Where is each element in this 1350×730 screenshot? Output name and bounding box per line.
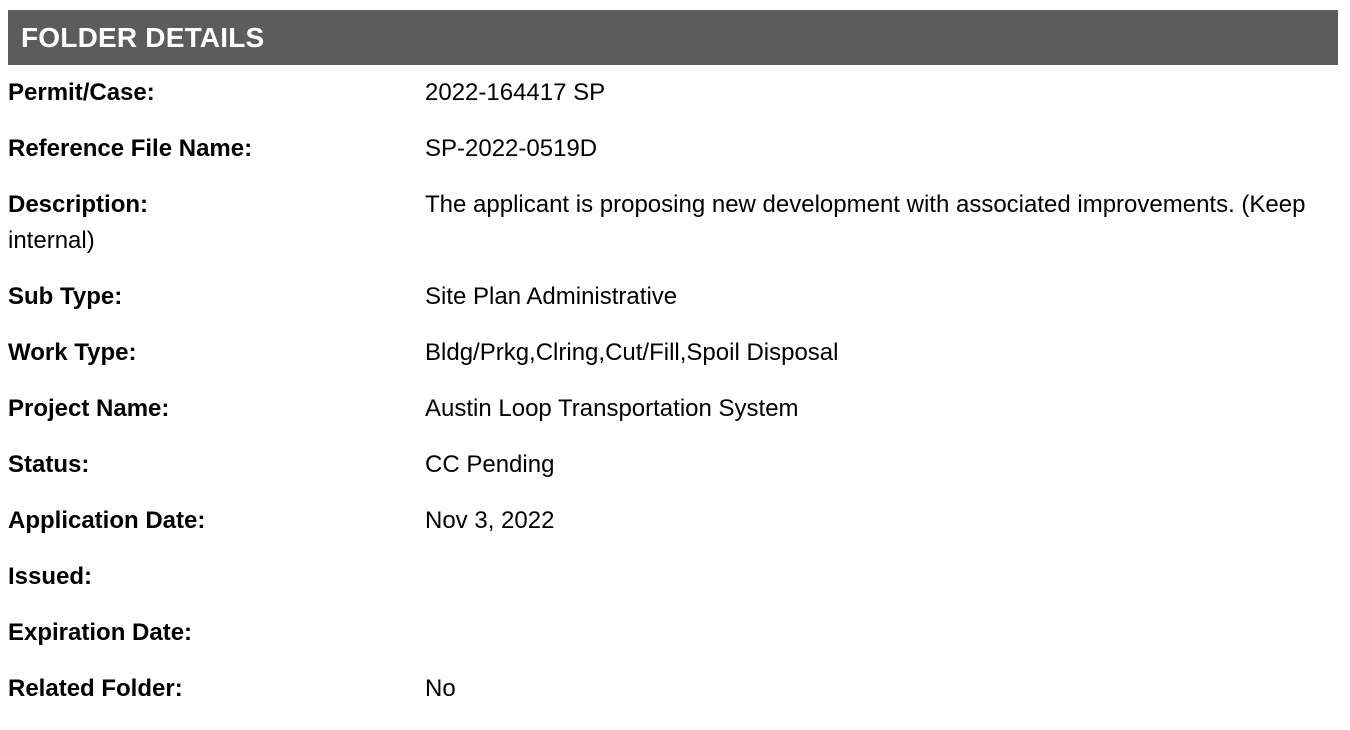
detail-row-description <box>8 187 1338 259</box>
detail-label: Reference File Name: <box>8 135 253 162</box>
detail-value: No <box>425 675 456 702</box>
detail-value: Austin Loop Transportation System <box>425 395 799 422</box>
section-title: FOLDER DETAILS <box>21 21 265 53</box>
detail-row-status <box>8 447 1338 483</box>
detail-label: Related Folder: <box>8 675 183 702</box>
detail-label: Sub Type: <box>8 283 123 310</box>
detail-value: SP-2022-0519D <box>425 135 598 162</box>
detail-row-expiration-date <box>8 615 1338 651</box>
detail-value: Nov 3, 2022 <box>425 507 555 534</box>
detail-value: Site Plan Administrative <box>425 283 678 310</box>
detail-row-project-name <box>8 391 1338 427</box>
detail-label: Project Name: <box>8 395 170 422</box>
detail-value: The applicant is proposing new development with associated improvements. (Keep internal) <box>8 191 1306 254</box>
detail-label: Status: <box>8 451 90 478</box>
detail-row-application-date <box>8 503 1338 539</box>
detail-label: Description: <box>8 191 149 218</box>
detail-row-related-folder <box>8 671 1338 707</box>
detail-value: 2022-164417 SP <box>425 79 606 106</box>
detail-row-permit-case <box>8 75 1338 111</box>
detail-label: Work Type: <box>8 339 137 366</box>
detail-row-work-type <box>8 335 1338 371</box>
folder-details-panel <box>8 10 1338 727</box>
detail-value: Bldg/Prkg,Clring,Cut/Fill,Spoil Disposal <box>425 339 839 366</box>
detail-label: Permit/Case: <box>8 79 155 106</box>
detail-label: Application Date: <box>8 507 206 534</box>
detail-row-issued <box>8 559 1338 595</box>
section-header <box>8 10 1338 65</box>
detail-label: Issued: <box>8 563 93 590</box>
detail-label: Expiration Date: <box>8 619 193 646</box>
details-list <box>8 75 1338 707</box>
detail-row-reference-file-name <box>8 131 1338 167</box>
detail-value: CC Pending <box>425 451 555 478</box>
detail-row-sub-type <box>8 279 1338 315</box>
